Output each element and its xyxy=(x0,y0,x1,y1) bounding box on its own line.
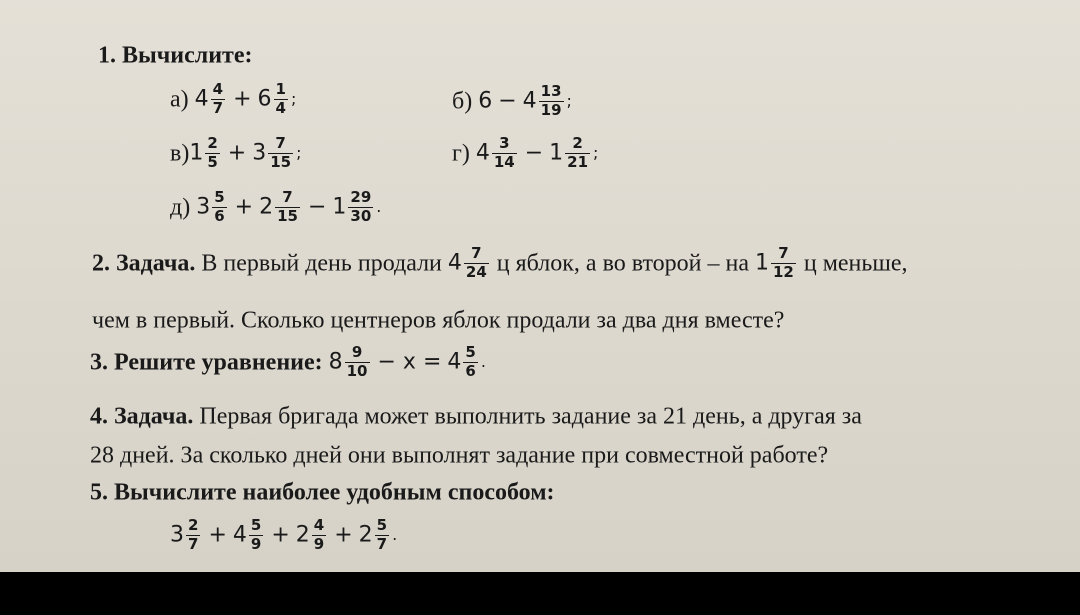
fraction xyxy=(275,190,300,225)
task4-text: 28 дней. За сколько дней они выполнят задание при совместной работе? xyxy=(90,442,829,469)
task2-text: ц яблок, а во второй – на xyxy=(496,250,749,277)
task4-heading: 4. Задача. xyxy=(90,403,194,430)
whole-number: 2 xyxy=(259,194,274,220)
punctuation: ; xyxy=(296,143,302,163)
task2-text: ц меньше, xyxy=(803,250,908,277)
whole-number: 1 xyxy=(754,250,769,276)
whole-number: 6 xyxy=(478,88,493,114)
task2-line2 xyxy=(92,307,784,332)
operator: + xyxy=(234,194,254,220)
operator: − xyxy=(498,88,517,114)
fraction xyxy=(205,136,219,171)
denominator: 6 xyxy=(465,361,476,380)
numerator: 3 xyxy=(499,134,510,152)
whole-number: 6 xyxy=(257,86,272,112)
denominator: 7 xyxy=(212,98,224,117)
black-bottom-margin xyxy=(0,572,1080,615)
task2-heading: 2. Задача. xyxy=(92,250,196,277)
numerator: 13 xyxy=(540,82,562,100)
numerator: 2 xyxy=(572,134,583,152)
numerator: 7 xyxy=(471,244,482,262)
denominator: 14 xyxy=(493,152,515,171)
denominator: 21 xyxy=(567,152,589,171)
whole-number: 1 xyxy=(332,194,347,220)
numerator: 7 xyxy=(778,244,789,262)
punctuation: . xyxy=(376,197,382,217)
task2-line1 xyxy=(92,246,907,281)
whole-number: 1 xyxy=(549,140,564,166)
task5-title-text: 5. Вычислите наиболее удобным способом: xyxy=(90,479,555,506)
denominator: 10 xyxy=(346,361,368,380)
fraction xyxy=(268,136,293,171)
task5-expression xyxy=(170,518,397,553)
fraction xyxy=(463,345,477,380)
item-label: д) xyxy=(170,194,191,221)
task1-item-a xyxy=(170,82,296,117)
punctuation: ; xyxy=(566,91,572,111)
item-label: г) xyxy=(452,140,470,167)
fraction xyxy=(375,518,389,553)
fraction xyxy=(492,136,517,171)
task3-heading: 3. Решите уравнение: xyxy=(90,349,323,376)
operator: + xyxy=(233,86,252,112)
task2-text: чем в первый. Сколько центнеров яблок продали за два дня вместе? xyxy=(92,307,785,334)
item-label: в) xyxy=(170,140,190,167)
numerator: 4 xyxy=(212,80,224,98)
task1-item-v xyxy=(170,136,301,171)
task1-title-text: 1. Вычислите: xyxy=(98,42,253,69)
numerator: 5 xyxy=(250,516,262,534)
task4-line2 xyxy=(90,442,828,467)
task4-text: Первая бригада может выполнить задание за 21 день, а другая за xyxy=(199,403,862,430)
task2-text: В первый день продали xyxy=(201,250,442,277)
denominator: 9 xyxy=(250,534,262,553)
denominator: 4 xyxy=(275,98,286,117)
numerator: 5 xyxy=(214,188,225,206)
fraction xyxy=(212,190,226,225)
task1-item-g xyxy=(452,136,598,171)
punctuation: . xyxy=(392,525,398,545)
punctuation: ; xyxy=(593,143,599,163)
whole-number: 4 xyxy=(522,88,537,114)
denominator: 9 xyxy=(313,534,325,553)
denominator: 6 xyxy=(214,206,225,225)
denominator: 30 xyxy=(350,206,372,225)
fraction xyxy=(211,82,225,117)
whole-number: 4 xyxy=(447,349,462,375)
fraction xyxy=(312,518,326,553)
fraction xyxy=(249,518,263,553)
numerator: 5 xyxy=(376,516,388,534)
whole-number: 4 xyxy=(447,250,462,276)
denominator: 15 xyxy=(277,206,298,225)
whole-number: 4 xyxy=(232,522,247,548)
operator: − xyxy=(307,194,327,220)
whole-number: 3 xyxy=(170,522,184,548)
task1-item-d xyxy=(170,190,381,225)
numerator: 4 xyxy=(313,516,325,534)
whole-number: 3 xyxy=(252,140,267,166)
denominator: 19 xyxy=(540,100,562,119)
fraction xyxy=(539,84,564,119)
whole-number: 2 xyxy=(295,522,310,548)
task1-item-b xyxy=(452,84,572,119)
denominator: 7 xyxy=(188,534,199,553)
punctuation: ; xyxy=(290,89,297,109)
punctuation: . xyxy=(480,352,486,372)
whole-number: 4 xyxy=(475,140,490,166)
operator: + xyxy=(227,140,247,166)
operator: − xyxy=(524,140,544,166)
numerator: 7 xyxy=(282,188,293,206)
numerator: 5 xyxy=(465,343,476,361)
numerator: 29 xyxy=(350,188,372,206)
item-label: б) xyxy=(452,88,473,115)
whole-number: 4 xyxy=(194,86,209,112)
task1-title xyxy=(98,42,253,67)
fraction xyxy=(274,82,288,117)
task4-line1 xyxy=(90,403,862,428)
whole-number: 1 xyxy=(189,140,204,166)
whole-number: 2 xyxy=(358,522,373,548)
equation-middle: − x = xyxy=(377,349,442,375)
numerator: 9 xyxy=(351,343,363,361)
numerator: 1 xyxy=(275,80,286,98)
numerator: 2 xyxy=(188,516,199,534)
fraction xyxy=(565,136,590,171)
denominator: 7 xyxy=(376,534,388,553)
item-label: а) xyxy=(170,86,189,113)
denominator: 5 xyxy=(207,152,218,171)
numerator: 7 xyxy=(275,134,286,152)
whole-number: 3 xyxy=(196,194,211,220)
denominator: 15 xyxy=(270,152,292,171)
task5-title xyxy=(90,479,555,504)
whole-number: 8 xyxy=(328,349,343,375)
fraction xyxy=(345,345,370,380)
denominator: 12 xyxy=(772,262,794,281)
fraction xyxy=(464,246,489,281)
fraction xyxy=(771,246,796,281)
operator: + xyxy=(334,522,353,548)
operator: + xyxy=(271,522,290,548)
task3-line xyxy=(90,345,486,380)
denominator: 24 xyxy=(465,262,487,281)
fraction xyxy=(348,190,373,225)
numerator: 2 xyxy=(207,134,218,152)
operator: + xyxy=(208,522,227,548)
fraction xyxy=(186,518,200,553)
